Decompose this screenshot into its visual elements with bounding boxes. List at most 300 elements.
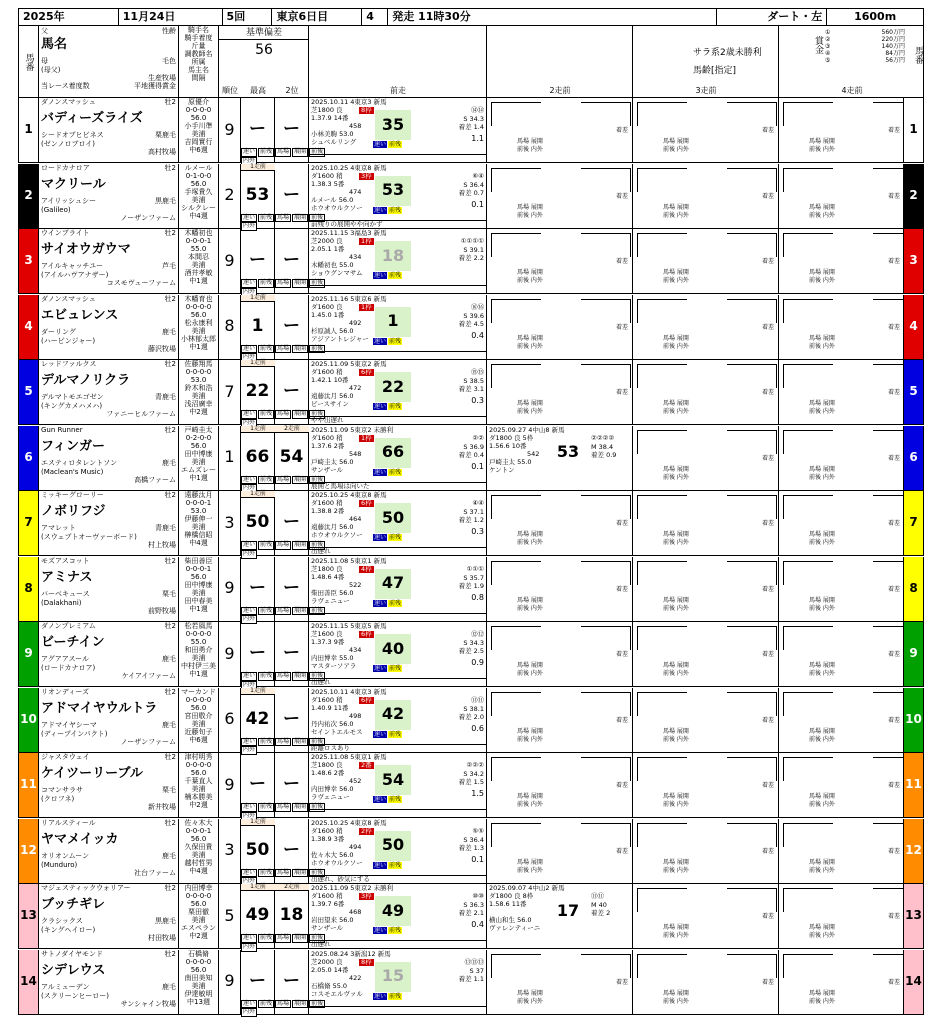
prev-sub: 着差 2.0 <box>458 712 484 721</box>
dam-name: クラシックス <box>41 917 83 925</box>
jockey-info <box>179 164 219 228</box>
mini-tag: 展開 <box>294 672 307 679</box>
mini-tag: 展開 <box>294 934 307 941</box>
legend-farm: 生産牧場 <box>148 74 176 82</box>
mini-tag: 速い <box>243 934 256 941</box>
slot-tags: 前後 内外 <box>517 342 543 350</box>
prev-date: 2025.08.24 3新潟12 新馬 <box>311 949 391 958</box>
prev-time: 1.48.6 2番 <box>311 769 345 777</box>
prev2-rival: ケントン <box>489 465 515 474</box>
slot-tags: 前後 内外 <box>517 670 543 678</box>
slot-tags: 馬場 展開 <box>663 596 689 604</box>
slot-tags: 前後 内外 <box>517 211 543 219</box>
rank-value: 2 <box>219 164 241 228</box>
best-figure: 49 <box>241 884 275 948</box>
prev-tags <box>373 339 403 346</box>
column-header <box>18 26 924 98</box>
prev-distance: ダ1600 稍 <box>311 368 343 376</box>
prev-race <box>309 622 487 686</box>
jockey-info <box>179 688 219 752</box>
mini-tag: 馬場 <box>277 934 290 941</box>
slot-box <box>491 823 541 847</box>
interval: 中1週 <box>189 277 208 285</box>
slot-tags: 前後 内外 <box>517 735 543 743</box>
prev-marks: ①①① <box>466 564 484 573</box>
rank-value: 3 <box>219 491 241 555</box>
stable: 美浦 <box>191 719 206 728</box>
prev2-figure: 53 <box>556 442 580 462</box>
prev-tags <box>373 994 403 1001</box>
horse-info <box>39 360 179 424</box>
prev-race <box>309 426 487 490</box>
horse-info <box>39 426 179 490</box>
prev2-tag: 2走前 <box>275 426 309 433</box>
prev2-figure: 17 <box>556 900 580 920</box>
owner-name: 近藤旬子 <box>184 727 213 736</box>
slot-box <box>727 299 777 323</box>
horse-number-right: 8 <box>903 557 923 621</box>
damsire-name: (キングカメハメハ) <box>41 402 103 410</box>
carried-weight: 56.0 <box>190 965 207 974</box>
mini-tag: 前残 <box>260 737 273 745</box>
horse-number: 6 <box>19 426 39 490</box>
prev-rival: サンザール <box>311 924 344 932</box>
margin-label: 着差 <box>615 716 628 724</box>
jockey-name: 内田博幸 <box>184 884 213 892</box>
prev-time: 1.38.9 3番 <box>311 834 345 843</box>
prev-race <box>309 491 487 555</box>
horse-row <box>18 884 924 949</box>
prev-tag: 1走前 <box>241 426 275 433</box>
past-race-slot <box>633 295 779 359</box>
horse-info <box>39 557 179 621</box>
col-prev3: 3走前 <box>695 86 717 95</box>
prev-figure: 40 <box>375 634 411 664</box>
prev-margin: 1.5 <box>471 789 484 798</box>
prev-speed: S 35.7 <box>463 573 484 582</box>
prev-gate: 2番 <box>361 761 372 769</box>
rank-value: 1 <box>219 426 241 490</box>
horse-number: 13 <box>19 884 39 948</box>
margin-label: 着差 <box>887 782 900 789</box>
jockey-record: 0-2-0-0 <box>185 433 212 442</box>
prev-jockey: 内田博幸 55.0 <box>311 654 354 662</box>
slot-box <box>727 757 777 781</box>
prev-rival: ラヴェニュー <box>311 793 350 801</box>
jockey-info <box>179 884 219 948</box>
slot-box <box>783 168 833 192</box>
slot-tags: 馬場 展開 <box>809 531 835 539</box>
margin-label: 着差 <box>887 258 900 265</box>
prev-figure: 53 <box>375 176 411 206</box>
forward-tag: 前残 <box>389 534 402 541</box>
coat-color: 黒鹿毛 <box>155 917 176 925</box>
prev-gate: 1枠 <box>361 237 372 245</box>
prev-time: 1.45.0 1番 <box>311 310 345 319</box>
jockey-record: 0-0-0-0 <box>185 106 212 114</box>
mini-tag: 展開 <box>294 999 307 1007</box>
forward-tag: 前残 <box>389 206 402 214</box>
rank-value: 5 <box>219 884 241 948</box>
slot-box <box>637 364 687 388</box>
interval: 中4週 <box>189 539 208 547</box>
sex-age: 牡2 <box>164 163 176 172</box>
prev-comment <box>309 351 486 359</box>
slot-box <box>637 561 687 585</box>
jockey-info <box>179 295 219 359</box>
prev-distance: ダ1600 良 <box>311 302 343 311</box>
jockey-name: 津村明秀 <box>184 753 213 761</box>
breeder-farm: 藤沢牧場 <box>148 344 176 353</box>
slot-box <box>637 626 687 650</box>
horse-name: フィンガー <box>41 438 105 454</box>
carried-weight: 56.0 <box>190 310 207 319</box>
legend-sexage: 性齢 <box>162 27 176 35</box>
slot-box <box>727 168 777 192</box>
slot-tags: 馬場 展開 <box>517 334 543 342</box>
mini-tag: 馬場 <box>277 475 290 483</box>
sire-name: ジャスタウェイ <box>41 753 90 761</box>
second-figure: ー <box>275 622 309 686</box>
prev-sub: 着差 1.4 <box>458 123 484 131</box>
stable: 美浦 <box>191 654 206 662</box>
slot-box <box>637 495 687 519</box>
forward-tag: 前残 <box>389 796 402 803</box>
forward-tag: 前残 <box>389 141 402 148</box>
mini-tag: 内外 <box>243 1008 256 1016</box>
mini-tag: 前後 <box>311 672 324 679</box>
prev-time: 1.37.6 2番 <box>311 441 345 450</box>
prev-distance: ダ1600 稍 <box>311 892 343 900</box>
slot-box <box>727 430 777 454</box>
slot-box <box>783 888 833 912</box>
jockey-name: 原優介 <box>188 98 209 106</box>
slot-tags: 前後 内外 <box>517 801 543 809</box>
jockey-name: 松若風馬 <box>184 622 213 630</box>
interval: 中13週 <box>187 997 210 1006</box>
prev-race <box>309 164 487 228</box>
fast-tag: 速い <box>374 206 387 214</box>
past-race-slot <box>487 819 633 883</box>
margin-label: 着差 <box>761 323 774 331</box>
prev-figure: 50 <box>375 831 411 861</box>
jockey-record: 0-1-0-0 <box>185 171 212 180</box>
slot-tags: 馬場 展開 <box>663 793 689 801</box>
prev-race <box>309 295 487 359</box>
slot-box <box>491 168 541 192</box>
mini-tag: 前後 <box>311 344 324 352</box>
interval: 中4週 <box>189 866 208 875</box>
mini-tag: 前後 <box>311 803 324 810</box>
second-figure: 18 <box>275 884 309 948</box>
legend-sire: 父 <box>41 27 48 35</box>
col-prev4: 4走前 <box>841 86 863 95</box>
prev-race <box>309 98 487 162</box>
horse-row <box>18 819 924 884</box>
fast-tag: 速い <box>374 927 387 934</box>
slot-box <box>581 495 631 519</box>
col-prev2: 2走前 <box>549 86 571 95</box>
prev-race <box>309 688 487 752</box>
sire-name: マジェスティックウォリアー <box>41 884 131 892</box>
mini-tag: 内外 <box>243 484 256 492</box>
slot-tags: 馬場 展開 <box>517 858 543 866</box>
horse-name: アミナス <box>41 569 93 585</box>
prev-tag: 1走前 <box>241 360 275 367</box>
start-time: 発走 11時30分 <box>388 9 717 25</box>
best-figure: 1 <box>241 295 275 359</box>
mini-tag: 内外 <box>243 811 256 819</box>
prev-weight: 434 <box>349 253 362 261</box>
past-race-slot <box>487 557 633 621</box>
horse-number: 11 <box>19 753 39 817</box>
slot-tags: 馬場 展開 <box>663 858 689 866</box>
trainer-name: 和田勇介 <box>184 646 213 654</box>
stable: 美浦 <box>191 457 206 466</box>
forward-tag: 前残 <box>389 927 402 934</box>
slot-box <box>727 233 777 257</box>
horse-number-right: 1 <box>903 98 923 162</box>
coat-color: 鹿毛 <box>162 655 176 663</box>
prev-rival: マスターソアラ <box>311 662 357 670</box>
interval: 中2週 <box>189 408 208 416</box>
damsire-name: (ディープインパクト) <box>41 729 108 738</box>
prev-date: 2025.11.08 5東京1 新馬 <box>311 556 387 565</box>
horse-name: デルマノリクラ <box>41 373 131 388</box>
slot-tags: 馬場 展開 <box>809 138 835 146</box>
prev-gate: 1枠 <box>361 302 372 311</box>
sex-age: 牡2 <box>164 622 176 630</box>
prev2-distance: ダ1800 良 8枠 <box>489 892 534 900</box>
mini-tag: 速い <box>243 541 256 548</box>
prev-date: 2025.10.25 4東京8 新馬 <box>311 163 387 172</box>
prev-race <box>309 229 487 293</box>
slot-tags: 前後 内外 <box>809 997 835 1005</box>
slot-box <box>783 102 833 126</box>
margin-label: 着差 <box>887 323 900 331</box>
mini-tag: 馬場 <box>277 803 290 810</box>
interval: 中1週 <box>189 342 208 351</box>
prev-date: 2025.10.11 4東京3 新馬 <box>311 687 387 696</box>
mini-tag: 前後 <box>311 999 324 1007</box>
slot-box <box>637 430 687 454</box>
prev-tags <box>373 273 403 280</box>
jockey-record: 0-0-0-1 <box>185 237 212 245</box>
fast-tag: 速い <box>374 861 387 869</box>
mini-tag: 前残 <box>260 410 273 417</box>
horse-number: 3 <box>19 229 39 293</box>
horse-info <box>39 164 179 228</box>
fast-tag: 速い <box>374 665 387 672</box>
prev-margin: 0.1 <box>471 854 484 864</box>
slot-tags: 前後 内外 <box>517 277 543 285</box>
horse-no-label-right: 馬番 <box>913 46 923 64</box>
horse-name: シデレウス <box>41 962 106 978</box>
prev-date: 2025.10.25 4東京8 新馬 <box>311 491 387 499</box>
breeder-farm: 社台ファーム <box>134 868 176 877</box>
prev-time: 2.05.1 1番 <box>311 245 345 253</box>
margin-label: 着差 <box>615 258 628 265</box>
horse-number: 12 <box>19 819 39 883</box>
slot-box <box>637 168 687 192</box>
slot-box <box>581 626 631 650</box>
prev-gate: 2枠 <box>361 826 372 835</box>
damsire-name: (アイルハヴアナザー) <box>41 271 109 279</box>
coat-color: 鹿毛 <box>162 851 176 860</box>
mini-tag: 馬場 <box>277 868 290 876</box>
sire-name: リオンディーズ <box>41 687 90 696</box>
sire-name: ウインブライト <box>41 229 90 237</box>
jockey-record: 0-0-0-0 <box>185 630 212 638</box>
prev-rival: ビースサイン <box>311 400 349 408</box>
coat-color: 青鹿毛 <box>155 393 176 401</box>
legend-dam: 母 <box>41 57 48 65</box>
std-label: 基準偏差 <box>219 26 309 40</box>
margin-label: 着差 <box>761 127 774 134</box>
mini-tag: 展開 <box>294 148 307 155</box>
prev-weight: 468 <box>349 908 362 916</box>
interval: 中2週 <box>189 801 208 809</box>
prev-figure: 22 <box>375 372 411 402</box>
trainer-name: 鈴木和浩 <box>184 384 213 392</box>
margin-label: 着差 <box>761 847 774 855</box>
prev-rival: アジアントレジャー <box>311 334 369 343</box>
horse-number-right: 4 <box>903 295 923 359</box>
trainer-name: 伊藤伸一 <box>184 515 213 523</box>
prev-speed: S 34.3 <box>463 639 484 647</box>
owner-name: 楠本勝美 <box>184 793 213 801</box>
mini-tag: 内外 <box>243 615 256 623</box>
carried-weight: 56.0 <box>190 179 207 188</box>
prev2-weight: 542 <box>527 449 540 458</box>
sex-age: 牡2 <box>164 687 176 696</box>
past-race-slot <box>487 98 633 162</box>
prev-time: 2.05.0 14番 <box>311 965 349 974</box>
prev2-time: 1.56.6 10番 <box>489 441 527 450</box>
horse-info <box>39 295 179 359</box>
slot-tags: 前後 内外 <box>663 342 689 350</box>
jockey-info <box>179 557 219 621</box>
horse-name: エビュレンス <box>41 307 119 323</box>
prev-marks: ②②② <box>466 761 484 769</box>
slot-box <box>491 954 541 978</box>
slot-tags: 前後 内外 <box>663 735 689 743</box>
slot-box <box>637 692 687 716</box>
slot-tags: 前後 内外 <box>809 342 835 350</box>
sex-age: 牡2 <box>164 753 176 761</box>
slot-box <box>637 823 687 847</box>
margin-label: 着差 <box>615 585 628 593</box>
slot-tags: 前後 内外 <box>663 408 689 416</box>
prev-sub: 着差 0.4 <box>458 450 484 459</box>
prev-figure: 66 <box>375 438 411 468</box>
slot-box <box>581 233 631 257</box>
slot-box <box>491 561 541 585</box>
horse-no-label: 馬番 <box>23 53 34 71</box>
legend-track: 当レース着度数 <box>41 82 90 90</box>
prev-tag: 1走前 <box>241 295 275 302</box>
slot-tags: 前後 内外 <box>809 408 835 416</box>
prev2-time: 1.58.6 11番 <box>489 900 527 908</box>
prev-race <box>309 950 487 1014</box>
prev-marks: ②② <box>472 433 484 442</box>
mini-tag: 馬場 <box>277 606 290 614</box>
breeder-farm: 村上牧場 <box>148 541 176 549</box>
coat-color: 栗毛 <box>162 589 176 598</box>
prev-speed: S 34.2 <box>463 770 484 778</box>
slot-box <box>783 430 833 454</box>
race-number: 4 <box>362 9 388 25</box>
race-condition: 馬齢[指定] <box>693 66 737 76</box>
course: ダート・左 <box>717 9 827 25</box>
prev-tag: 1走前 <box>241 819 275 826</box>
prev-date: 2025.11.08 5東京1 新馬 <box>311 753 387 761</box>
margin-label: 着差 <box>615 127 628 134</box>
margin-label: 着差 <box>887 978 900 986</box>
mini-tag: 前後 <box>311 213 324 221</box>
interval: 中6週 <box>189 735 208 744</box>
horse-number-right: 10 <box>903 688 923 752</box>
jockey-info <box>179 491 219 555</box>
prev-distance: ダ1600 稍 <box>311 171 343 180</box>
prev-margin: 0.1 <box>471 199 484 209</box>
prev-race <box>309 884 487 948</box>
prev-speed: S 34.3 <box>463 115 484 123</box>
mini-tag: 前残 <box>260 213 273 221</box>
prev2-marks: ⑪⑪ <box>591 892 604 900</box>
prev-rival: ホウオウルクソー <box>311 203 363 212</box>
interval: 中1週 <box>189 670 208 678</box>
slot-tags: 馬場 展開 <box>809 400 835 408</box>
slot-box <box>783 954 833 978</box>
horse-number-right: 3 <box>903 229 923 293</box>
date: 11月24日 <box>119 9 223 25</box>
past-race-slot <box>779 295 905 359</box>
rank-value: 9 <box>219 557 241 621</box>
coat-color: 鹿毛 <box>162 982 176 991</box>
breeder-farm: 前野牧場 <box>148 606 176 615</box>
mini-tag: 前後 <box>311 148 324 155</box>
margin-label: 着差 <box>887 847 900 855</box>
prev-speed: S 38.1 <box>463 704 484 713</box>
legend-name: 馬名 <box>41 37 68 52</box>
slot-tags: 前後 内外 <box>809 735 835 743</box>
trainer-name: 栗田徹 <box>188 908 209 916</box>
slot-tags: 馬場 展開 <box>663 989 689 997</box>
second-figure: 54 <box>275 426 309 490</box>
prev2-date: 2025.09.27 4中山8 新馬 <box>489 425 565 434</box>
prev-gate: 4枠 <box>361 564 372 573</box>
jockey-name: 遠藤汰月 <box>184 491 213 499</box>
slot-tags: 前後 内外 <box>663 997 689 1005</box>
margin-label: 着差 <box>887 520 900 527</box>
rank-value: 7 <box>219 360 241 424</box>
second-figure: ー <box>275 753 309 817</box>
prev-gate: 6枠 <box>361 499 372 507</box>
slot-tags: 馬場 展開 <box>663 400 689 408</box>
dam-name: アルミューデン <box>41 982 90 991</box>
margin-label: 着差 <box>761 585 774 593</box>
slot-tags: 前後 内外 <box>809 866 835 874</box>
breeder-farm: 新井牧場 <box>148 803 176 811</box>
past-race-slot <box>779 753 905 817</box>
damsire-name: (ハービンジャー) <box>41 336 96 345</box>
slot-box <box>727 495 777 519</box>
mini-tag: 展開 <box>294 279 307 286</box>
prev-figure: 49 <box>375 896 411 926</box>
rank-value: 6 <box>219 688 241 752</box>
prev2-jockey: 戸崎圭太 55.0 <box>489 457 532 466</box>
